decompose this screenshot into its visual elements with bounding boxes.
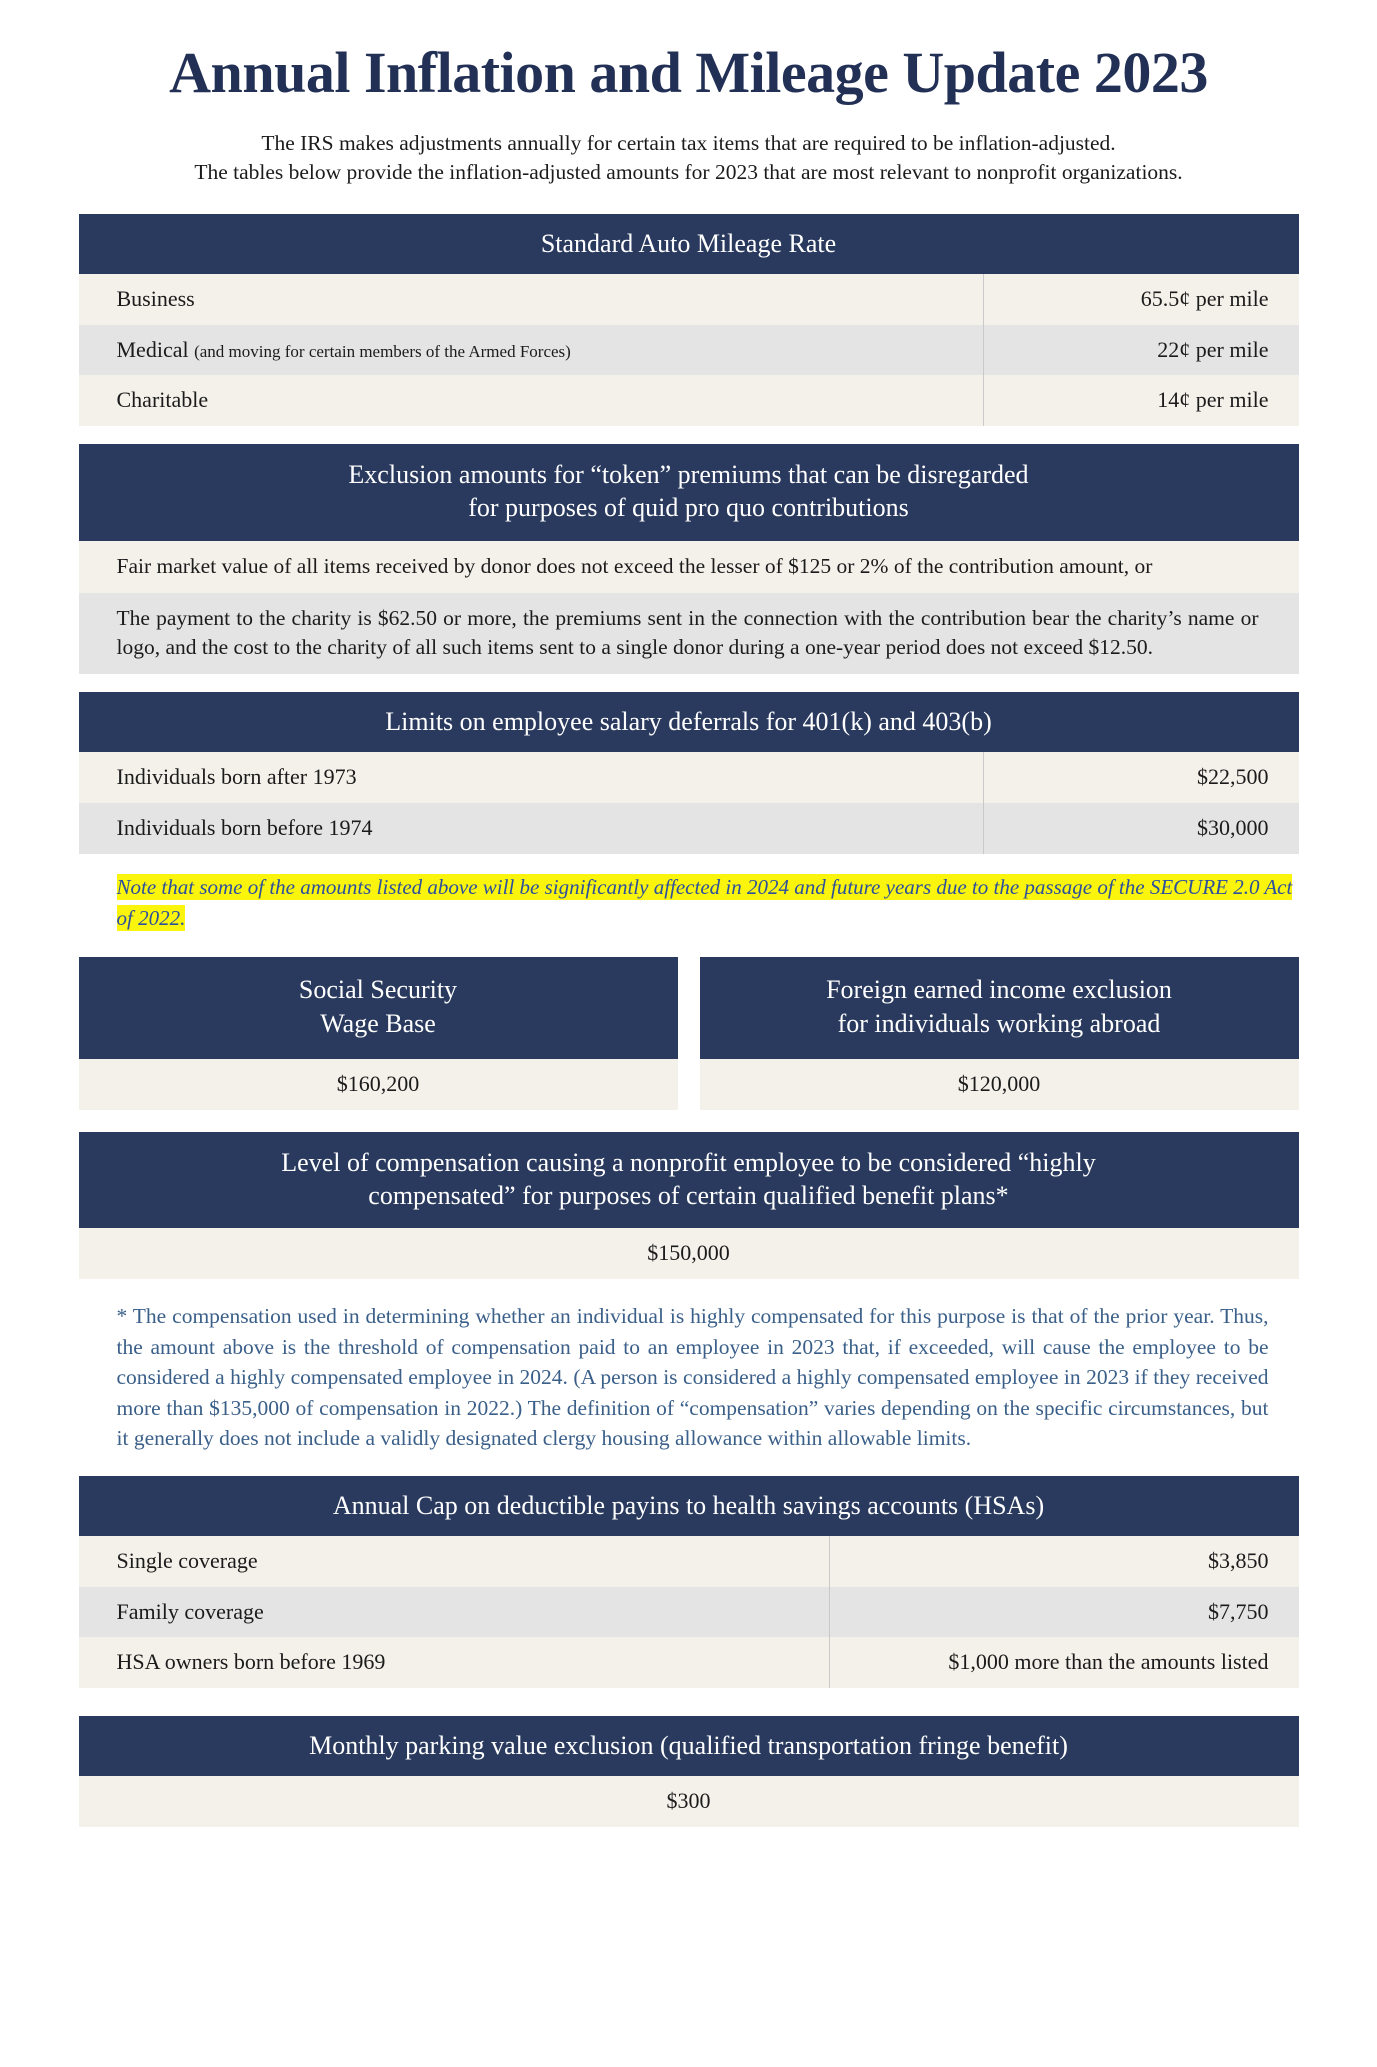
highly-compensated-value: $150,000 [79,1228,1299,1279]
row-label: Single coverage [116,1548,258,1574]
row-value: $30,000 [983,803,1299,854]
heading-line-1: Level of compensation causing a nonprofit employee to be considered “highly [281,1147,1096,1177]
table-row [79,752,1299,803]
row-label-subtext: (and moving for certain members of the Armed Forces) [194,341,571,361]
row-label [79,375,983,426]
intro-line-1: The IRS makes adjustments annually for certain tax items that are required to be inflation-adjusted. [261,130,1116,155]
intro-paragraph [69,129,1309,188]
section-monthly-parking [79,1716,1299,1827]
secure-act-note-text: Note that some of the amounts listed above will be significantly affected in 2024 and future years due to the passage of the SECURE 2.0 Act of 2022. [116,874,1293,931]
section-heading-highly-compensated [79,1132,1299,1229]
row-label-text: Medical [116,336,189,362]
page-title: Annual Inflation and Mileage Update 2023 [169,40,1208,105]
row-label: Individuals born before 1974 [116,815,373,841]
row-label: Family coverage [116,1598,264,1624]
row-label [79,325,983,376]
row-value: 65.5¢ per mile [983,274,1299,325]
table-row [79,325,1299,376]
table-row [79,1587,1299,1638]
row-value: $3,850 [829,1536,1299,1587]
table-row [79,274,1299,325]
section-salary-deferrals [79,692,1299,853]
heading-line-1: Exclusion amounts for “token” premiums that can be disregarded [348,459,1029,489]
row-value: $7,750 [829,1587,1299,1638]
row-label [79,274,983,325]
secure-act-note [79,872,1299,935]
heading-line-1: Social Security [298,975,458,1005]
table-row [79,1536,1299,1587]
row-label-text: Business [116,286,195,312]
row-label-text: Charitable [116,387,209,413]
table-row [79,375,1299,426]
section-token-premiums [79,444,1299,674]
side-by-side-cards [79,957,1299,1110]
section-highly-compensated [79,1132,1299,1280]
row-label: Individuals born after 1973 [116,764,357,790]
section-heading-parking: Monthly parking value exclusion (qualified transportation fringe benefit) [79,1716,1299,1776]
heading-line-2: compensated” for purposes of certain qualified benefit plans* [368,1180,1009,1210]
section-standard-auto-mileage-rate [79,214,1299,426]
parking-value: $300 [79,1776,1299,1827]
heading-line-1: Foreign earned income exclusion [826,975,1172,1005]
row-value: 14¢ per mile [983,375,1299,426]
card-foreign-earned-income-exclusion [700,957,1299,1110]
token-premium-paragraph: The payment to the charity is $62.50 or more, the premiums sent in the connection with the contribution bear the charity’s name or logo, and the cost to the charity of all such items sent to a single donor during a one-year period does not exceed $12.50. [79,593,1299,674]
row-value: $22,500 [983,752,1299,803]
section-heading-hsa: Annual Cap on deductible payins to health savings accounts (HSAs) [79,1476,1299,1536]
row-value: 22¢ per mile [983,325,1299,376]
spacer [0,1706,1377,1716]
card-heading [79,957,678,1059]
heading-line-2: Wage Base [320,1008,436,1038]
section-heading-token-premiums [79,444,1299,541]
row-value: $1,000 more than the amounts listed [829,1637,1299,1688]
card-value: $160,200 [79,1059,678,1110]
table-row [79,1637,1299,1688]
table-row [79,803,1299,854]
card-social-security-wage-base [79,957,678,1110]
card-value: $120,000 [700,1059,1299,1110]
heading-line-2: for purposes of quid pro quo contributions [468,493,909,523]
document-page [0,42,1377,1885]
heading-line-2: for individuals working abroad [837,1008,1161,1038]
token-premium-paragraph: Fair market value of all items received by donor does not exceed the lesser of $125 or 2% of the contribution amount, or [79,541,1299,593]
card-heading [700,957,1299,1059]
row-label: HSA owners born before 1969 [116,1649,386,1675]
highly-compensated-footnote: * The compensation used in determining whether an individual is highly compensated for this purpose is that of the prior year. Thus, the amount above is the threshold of compensation paid to an employee in 2023 that, if exceeded, will cause the employee to be considered a highly compensated employee in 2024. (A person is considered a highly compensated employee in 2023 if they received more than $135,000 of compensation in 2022.) The definition of “compensation” varies depending on the specific circumstances, but it generally does not include a validly designated clergy housing allowance within allowable limits. [116,1304,1269,1451]
section-heading-mileage: Standard Auto Mileage Rate [79,214,1299,274]
intro-line-2: The tables below provide the inflation-adjusted amounts for 2023 that are most relevant to nonprofit organizations. [194,160,1183,185]
section-hsa-cap [79,1476,1299,1688]
section-heading-salary-deferrals: Limits on employee salary deferrals for 401(k) and 403(b) [79,692,1299,752]
